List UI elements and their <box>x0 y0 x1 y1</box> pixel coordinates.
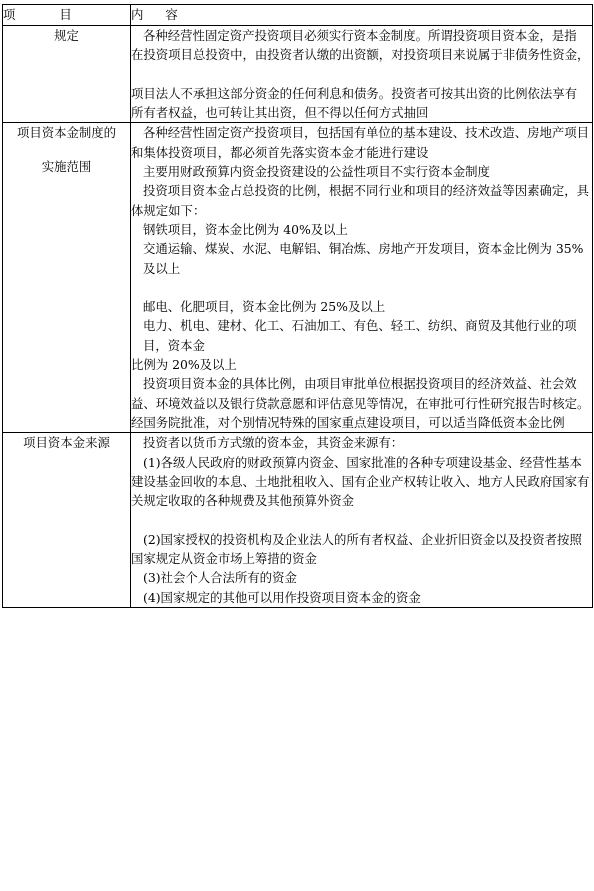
content-line: 各种经营性固定资产投资项目必须实行资本金制度。所谓投资项目资本金，是指 <box>143 28 577 43</box>
header-content-char-2: 容 <box>165 7 178 22</box>
content-line: 体规定如下： <box>131 202 206 218</box>
content-line: 和集体投资项目，都必须首先落实资本金才能进行建设 <box>131 144 429 160</box>
content-line: 电力、机电、建材、化工、石油加工、有色、轻工、纺织、商贸及其他行业的项目，资本金 <box>143 318 577 353</box>
header-item-cell <box>3 5 131 26</box>
item-cell <box>3 123 131 433</box>
table-row <box>3 26 593 123</box>
content-line: 钢铁项目，资本金比例为 40%及以上 <box>143 221 348 237</box>
header-content-cell <box>131 5 593 26</box>
item-label: 实施范围 <box>41 158 92 174</box>
table-row <box>3 123 593 433</box>
content-cell <box>131 433 593 608</box>
content-line: (2)国家授权的投资机构及企业法人的所有者权益、企业折旧资金以及投资者按照 <box>143 531 582 547</box>
content-line: 比例为 20%及以上 <box>131 357 237 373</box>
content-line: 建设基金回收的本息、土地批租收入、国有企业产权转让收入、地方人民政府国家有 <box>131 473 590 489</box>
content-line: 国家规定从资金市场上筹措的资金 <box>131 551 317 567</box>
table-body <box>3 26 593 608</box>
content-line <box>131 278 592 297</box>
content-line: 所有者权益，也可转让其出资，但不得以任何方式抽回 <box>131 105 429 121</box>
content-line: 邮电、化肥项目，资本金比例为 25%及以上 <box>143 299 386 315</box>
item-label: 规定 <box>54 28 79 43</box>
table-row <box>3 433 593 608</box>
content-line: 投资者以货币方式缴的资本金，其资金来源有： <box>143 435 404 451</box>
content-line: 交通运输、煤炭、水泥、电解铝、铜冶炼、房地产开发项目，资本金比例为 35%及以上 <box>143 241 584 276</box>
item-cell <box>3 433 131 608</box>
content-cell <box>131 123 593 433</box>
content-line: 投资项目资本金占总投资的比例，根据不同行业和项目的经济效益等因素确定，具 <box>143 183 590 199</box>
content-line: 在投资项目总投资中，由投资者认缴的出资额，对投资项目来说属于非债务性资金， <box>131 47 590 63</box>
item-cell <box>3 26 131 123</box>
content-line <box>131 510 592 529</box>
content-line: 经国务院批准，对个别情况特殊的国家重点建设项目，可以适当降低资本金比例 <box>131 414 565 430</box>
header-item-char-2: 目 <box>59 7 72 22</box>
content-line: 各种经营性固定资产投资项目，包括国有单位的基本建设、技术改造、房地产项目 <box>143 125 590 141</box>
content-line: (3)社会个人合法所有的资金 <box>143 570 297 586</box>
content-line: 主要用财政预算内资金投资建设的公益性项目不实行资本金制度 <box>143 164 490 180</box>
header-content-char-1: 内 <box>131 7 144 22</box>
content-cell <box>131 26 593 123</box>
content-line: 益、环境效益以及银行贷款意愿和评估意见等情况，在审批可行性研究报告时核定。 <box>131 395 590 411</box>
content-line: 项目法人不承担这部分资金的任何利息和债务。投资者可按其出资的比例依法享有 <box>131 85 578 101</box>
content-line: 投资项目资本金的具体比例，由项目审批单位根据投资项目的经济效益、社会效 <box>143 376 577 392</box>
content-line: (1)各级人民政府的财政预算内资金、国家批准的各种专项建设基金、经营性基本 <box>143 454 582 470</box>
content-line: 关规定收取的各种规费及其他预算外资金 <box>131 493 355 509</box>
content-line: (4)国家规定的其他可以用作投资项目资本金的资金 <box>143 589 421 605</box>
header-item-char-1: 项 <box>3 7 16 22</box>
policy-table <box>2 4 593 608</box>
table-header-row <box>3 5 593 26</box>
content-line <box>131 65 592 84</box>
item-label: 项目资本金制度的 <box>16 125 117 141</box>
item-label: 项目资本金来源 <box>23 435 110 451</box>
